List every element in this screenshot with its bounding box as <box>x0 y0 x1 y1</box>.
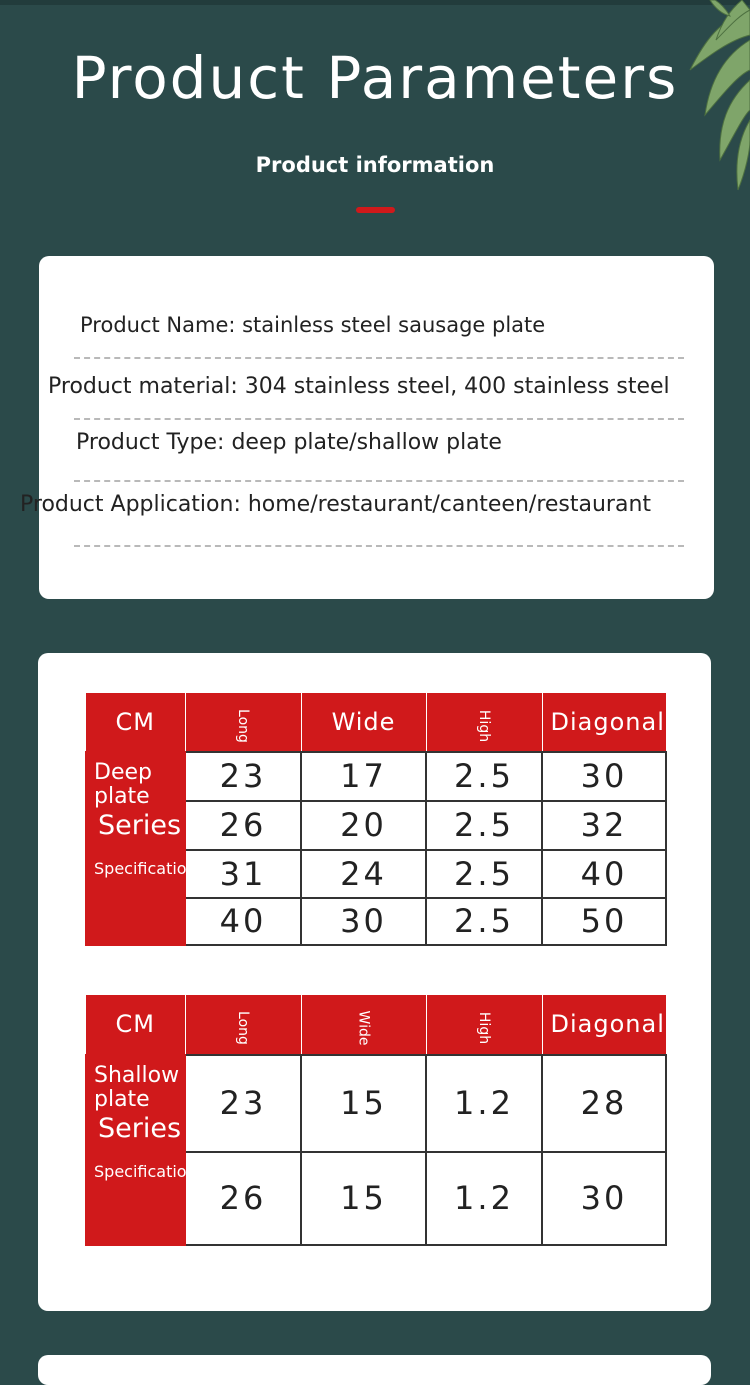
info-product-application: Product Application: home/restaurant/canteen/restaurant <box>20 492 652 517</box>
page-subtitle: Product information <box>255 153 495 177</box>
table-row <box>86 1055 666 1152</box>
table-cell: 40 <box>542 850 666 898</box>
table-cell: 23 <box>185 752 301 801</box>
info-product-name: Product Name: stainless steel sausage plate <box>80 313 546 337</box>
header-long: Long <box>185 995 301 1055</box>
accent-divider <box>356 207 395 213</box>
table-cell: 26 <box>185 1152 301 1245</box>
page-title: Product Parameters <box>71 44 679 112</box>
table-cell: 31 <box>185 850 301 898</box>
table-cell: 2.5 <box>426 898 542 945</box>
table-cell: 26 <box>185 801 301 850</box>
table-cell: 1.2 <box>426 1152 542 1245</box>
table-cell: 23 <box>185 1055 301 1152</box>
table-cell: 2.5 <box>426 850 542 898</box>
divider <box>74 480 684 482</box>
table-cell: 30 <box>542 1152 666 1245</box>
table-row <box>86 752 666 801</box>
table-cell: 20 <box>301 801 426 850</box>
table-cell: 30 <box>542 752 666 801</box>
info-product-type: Product Type: deep plate/shallow plate <box>76 430 502 455</box>
header-high: High <box>426 693 542 752</box>
header-diagonal: Diagonal <box>542 995 666 1055</box>
table-cell: 2.5 <box>426 752 542 801</box>
header-wide: Wide <box>301 995 426 1055</box>
shallow-series-label: Shallow plate Series Specification <box>86 1055 185 1245</box>
product-info-card <box>20 256 714 599</box>
deep-plate-table <box>85 692 667 946</box>
table-cell: 15 <box>301 1152 426 1245</box>
table-header-row <box>86 693 666 752</box>
divider <box>74 545 684 547</box>
table-cell: 17 <box>301 752 426 801</box>
divider <box>74 418 684 420</box>
info-product-material: Product material: 304 stainless steel, 400 stainless steel <box>48 374 670 399</box>
table-cell: 1.2 <box>426 1055 542 1152</box>
table-cell: 30 <box>301 898 426 945</box>
next-card <box>38 1355 711 1385</box>
table-header-row <box>86 995 666 1055</box>
table-cell: 24 <box>301 850 426 898</box>
unit-header: CM <box>86 995 185 1055</box>
header-wide: Wide <box>301 693 426 752</box>
unit-header: CM <box>86 693 185 752</box>
header-diagonal: Diagonal <box>542 693 666 752</box>
table-cell: 2.5 <box>426 801 542 850</box>
table-cell: 50 <box>542 898 666 945</box>
header-long: Long <box>185 693 301 752</box>
divider <box>74 357 684 359</box>
table-cell: 32 <box>542 801 666 850</box>
header-high: High <box>426 995 542 1055</box>
table-cell: 15 <box>301 1055 426 1152</box>
table-cell: 40 <box>185 898 301 945</box>
deep-series-label: Deep plate Series Specification <box>86 752 185 945</box>
table-cell: 28 <box>542 1055 666 1152</box>
shallow-plate-table <box>85 994 667 1246</box>
